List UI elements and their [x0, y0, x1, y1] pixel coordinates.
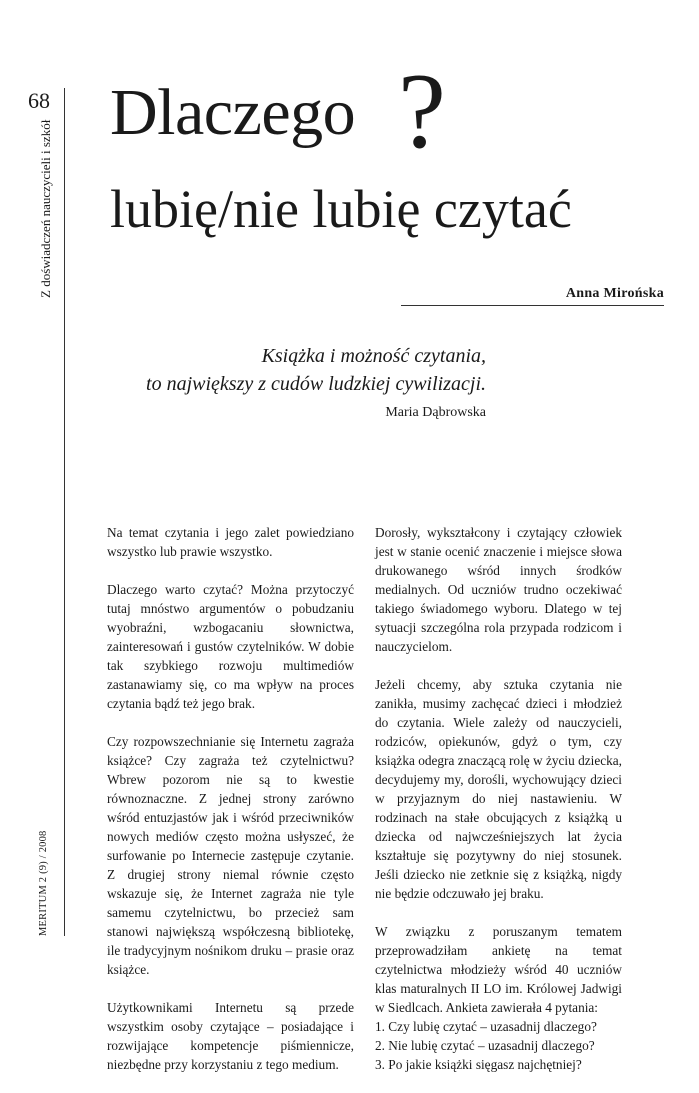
paragraph: W związku z poruszanym tematem przeprowadziłam ankietę na temat czytelnictwa młodzieży wśród 40 uczniów klas maturalnych II LO im. Królowej Jadwigi w Siedlcach. Ankieta zawierała 4 pytania:: [375, 924, 622, 1015]
right-column: [375, 523, 622, 1074]
paragraph: Jeżeli chcemy, aby sztuka czytania nie zanikła, musimy zachęcać dzieci i młodzież do czytania. Wiele zależy od nauczycieli, rodziców, opiekunów, gdyż o tym, czy książka odegra znaczącą rolę w życiu dziecka, decydujemy my, dorośli, wychowujący dzieci w przyjaznym do niej nastawieniu. W rodzinach na stałe obcujących z książką u dziecka od najwcześniejszych lat życia kształtuje się pozytywny do niej stosunek. Jeśli dziecko nie zetknie się z książką, nigdy nie będzie odczuwało jej braku.: [375, 677, 622, 901]
title-question-mark: ?: [398, 52, 446, 171]
article-title-line-1: Dlaczego: [110, 76, 356, 149]
journal-issue-vertical: MERITUM 2 (9) / 2008: [38, 830, 49, 936]
survey-question-list: [375, 1017, 622, 1074]
paragraph: Czy rozpowszechnianie się Internetu zagraża książce? Czy zagraża też czytelnictwu? Wbrew pozorom nie są to kwestie równoznaczne. Z jednej strony zarówno wśród entuzjastów jak i wśród przeciwników nowych mediów często można usłyszeć, że surfowanie po Internecie zastępuje czytanie. Z drugiej strony niemal równie często wskazuje się, że Internet zagraża nie tyle samemu czytelnictwu, bo przecież sam stanowi największą współczesną bibliotekę, ile tradycyjnym nośnikom druku – prasie oraz książce.: [107, 734, 354, 977]
article-title-line-2: lubię/nie lubię czytać: [110, 179, 572, 239]
paragraph: Użytkownikami Internetu są przede wszystkim osoby czytające – posiadające i rozwijające kompetencje piśmiennicze, niezbędne przy korzystaniu z tego medium.: [107, 1000, 354, 1072]
article-author: Anna Mirońska: [565, 286, 664, 301]
list-item: 2. Nie lubię czytać – uzasadnij dlaczego?: [375, 1038, 595, 1053]
list-item: 3. Po jakie książki sięgasz najchętniej?: [375, 1057, 582, 1072]
epigraph-line-2: to największy z cudów ludzkiej cywilizacji.: [146, 373, 486, 395]
paragraph: Na temat czytania i jego zalet powiedziano wszystko lub prawie wszystko.: [107, 525, 354, 559]
epigraph: [146, 342, 486, 398]
left-column: [107, 523, 354, 1093]
epigraph-line-1: Książka i możność czytania,: [261, 345, 486, 367]
epigraph-author: Maria Dąbrowska: [385, 405, 486, 420]
page-number: 68: [28, 88, 50, 113]
side-rule: [64, 88, 65, 936]
paragraph: Dorosły, wykształcony i czytający człowiek jest w stanie ocenić znaczenie i miejsce słowa drukowanego wśród innych środków medialnych. Od uczniów trudno oczekiwać takiego świadomego wyboru. Dlatego w tej sytuacji szczególna rola przypada rodzicom i nauczycielom.: [375, 525, 622, 654]
section-title-vertical: Z doświadczeń nauczycieli i szkół: [38, 119, 53, 298]
author-rule: [401, 305, 664, 306]
list-item: 1. Czy lubię czytać – uzasadnij dlaczego?: [375, 1019, 597, 1034]
paragraph: Dlaczego warto czytać? Można przytoczyć tutaj mnóstwo argumentów o pobudzaniu wyobraźni, wzbogacaniu słownictwa, zainteresowań i gustów czytelników. W dobie tak szybkiego rozwoju multimediów zastanawiamy się, co ma wpływ na proces czytania bądź też jego brak.: [107, 582, 354, 711]
